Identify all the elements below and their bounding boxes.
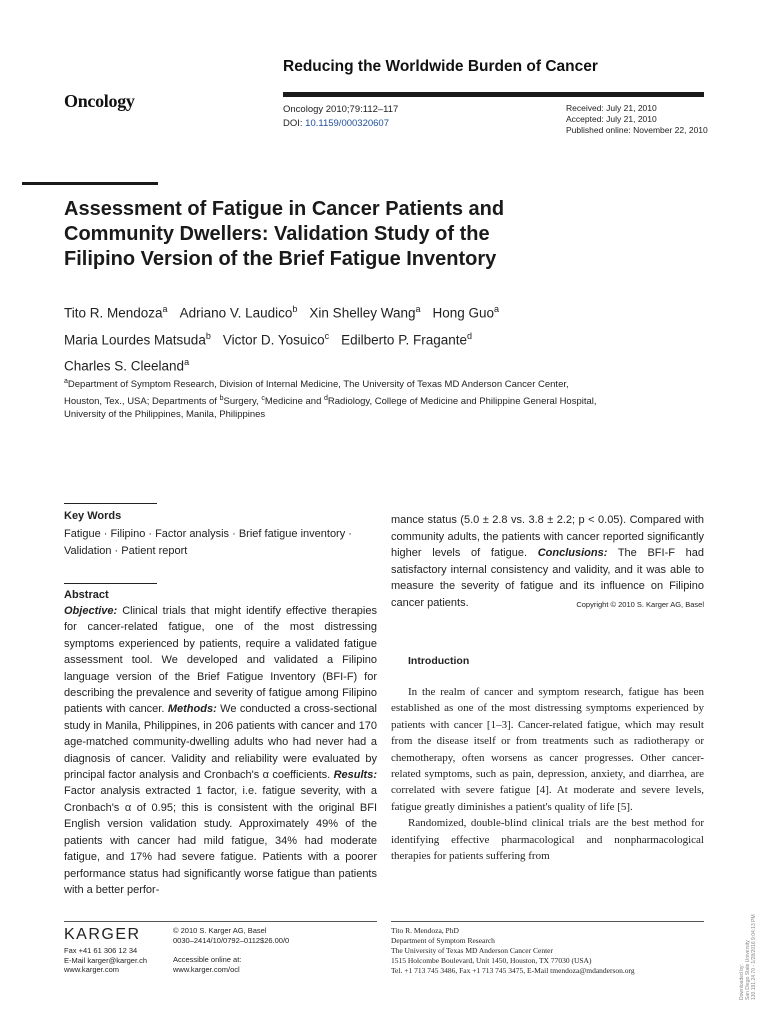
author: Hong Guo$^a$ — [432, 304, 500, 321]
publisher-logo: KARGER — [64, 926, 141, 943]
author: Tito R. Mendoza$^a$ — [64, 304, 168, 321]
keywords-rule — [64, 503, 157, 504]
author-list — [64, 298, 584, 378]
keywords-heading: Key Words — [64, 510, 122, 522]
objective-label: Objective: — [64, 605, 118, 617]
conclusions-label: Conclusions: — [537, 547, 608, 559]
header-rule — [283, 92, 704, 97]
published-date: Published online: November 22, 2010 — [566, 125, 708, 135]
doi-label: DOI: — [283, 118, 303, 129]
author: Xin Shelley Wang$^a$ — [309, 304, 421, 321]
access-info: Accessible online at: www.karger.com/ocl — [173, 955, 242, 974]
publisher-contact: Fax +41 61 306 12 34 E-Mail karger@karger.ch www.karger.com — [64, 946, 148, 974]
keywords-text: Fatigue · Filipino · Factor analysis · Brief fatigue inventory · Validation · Patient report — [64, 528, 352, 557]
citation-block — [283, 103, 398, 131]
abstract-text: Objective: Clinical trials that might identify effective therapies for cancer-related fatigue, one of the most distressing symptoms experienced by patients, require a validated fatigue assessment tool. We developed and validated a Filipino language version of the Brief Fatigue Inventory (BFI-F) for describing the prevalence and severity of fatigue among Filipino patients with cancer. Methods: We conducted a cross-sectional study in Manila, Philippines, in 206 patients with cancer and 170 age-matched community-dwelling adults who had never had a diagnosis of cancer. Validity and reliability were evaluated by principal factor analysis and Cronbach's α coefficients. Results: Factor analysis extracted 1 factor, i.e. fatigue severity, with a Cronbach's α of 0.95; this is consistent with the original BFI English version validation study. Approximately 49% of the patients with cancer had mild fatigue, 34% had moderate fatigue, and 17% had severe fatigue. Patients with a poorer performance status had significantly worse fatigue than patients with a better perfor- — [64, 605, 377, 896]
author: Edilberto P. Fragante$^d$ — [341, 330, 473, 347]
intro-paragraph: Randomized, double-blind clinical trials are the best method for identifying effective pharmacological and nonpharmacological therapies for patients suffering from — [391, 817, 704, 863]
footer-rule-left — [64, 921, 377, 922]
introduction-heading: Introduction — [408, 655, 470, 667]
author: Maria Lourdes Matsuda$^b$ — [64, 330, 211, 347]
methods-label: Methods: — [167, 703, 217, 716]
title-rule — [22, 182, 158, 185]
correspondence-address: Tito R. Mendoza, PhD Department of Symptom Research The University of Texas MD Anderson Cancer Center 1515 Holcombe Boulevard, Unit 1450, Houston, TX 77030 (USA) Tel. +1 713 745 3486, Fax +1 713 745 3475, E-Mail tmendoza@mdanderson.org — [391, 926, 635, 975]
citation-line: Oncology 2010;79:112–117 — [283, 104, 399, 115]
received-date: Received: July 21, 2010 — [566, 103, 657, 113]
title-line: Community Dwellers: Validation Study of the — [64, 223, 490, 245]
author: Adriano V. Laudico$^b$ — [179, 304, 298, 321]
copyright-line: Copyright © 2010 S. Karger AG, Basel — [576, 599, 704, 609]
download-watermark: Downloaded by: San Diego State University 130.191.24.70 - 1/28/2016 9:04:13 PM — [739, 914, 757, 1000]
access-link[interactable]: www.karger.com/ocl — [173, 964, 240, 974]
doi-link[interactable]: 10.1159/000320607 — [305, 118, 389, 129]
introduction-text — [391, 684, 704, 864]
affiliations: $^a$Department of Symptom Research, Division of Internal Medicine, The University of Texas MD Anderson Cancer Center, Houston, Tex., USA; Departments of $^b$Surgery, $^c$Medicine and $^d$Radiology, College of Medicine and Philippine General Hospital, University of the Philippines, Manila, Philippines — [64, 378, 597, 421]
title-line: Assessment of Fatigue in Cancer Patients and — [64, 198, 505, 220]
accepted-date: Accepted: July 21, 2010 — [566, 114, 657, 124]
author: Victor D. Yosuico$^c$ — [222, 330, 330, 347]
series-title: Reducing the Worldwide Burden of Cancer — [283, 58, 598, 75]
abstract-continued: mance status (5.0 ± 2.8 vs. 3.8 ± 2.2; p < 0.05). Compared with community adults, the patients with cancer reported significantly higher levels of fatigue. Conclusions: The BFI-F had satisfactory internal consistency and validity, and it was able to measure the severity of fatigue and its influence on Filipino cancer patients. Copyright © 2010 S. Karger AG, Basel — [391, 512, 704, 613]
footer-rule-right — [391, 921, 704, 922]
title-line: Filipino Version of the Brief Fatigue Inventory — [64, 248, 497, 270]
abstract-rule — [64, 583, 157, 584]
author: Charles S. Cleeland$^a$ — [64, 357, 190, 374]
article-title — [64, 197, 624, 272]
abstract-heading: Abstract — [64, 589, 109, 601]
dates-block — [566, 103, 708, 136]
intro-paragraph: In the realm of cancer and symptom research, fatigue has been established as one of the most distressing symptoms experienced by patients with cancer [1–3]. Cancer-related fatigue, which may result from the disease itself or from treatments such as radiotherapy or chemotherapy, often worsens as cancer progresses. Other cancer-related symptoms, such as pain, depression, anxiety, and diarrhea, are correlated with severe fatigue [4]. At moderate and severe levels, fatigue greatly diminishes a patient's quality of life [5]. — [391, 686, 704, 813]
journal-name: Oncology — [64, 91, 135, 111]
footer-copyright: © 2010 S. Karger AG, Basel 0030–2414/10/0792–0112$26.00/0 — [173, 926, 290, 945]
results-label: Results: — [333, 769, 377, 782]
doi-line — [283, 117, 398, 131]
